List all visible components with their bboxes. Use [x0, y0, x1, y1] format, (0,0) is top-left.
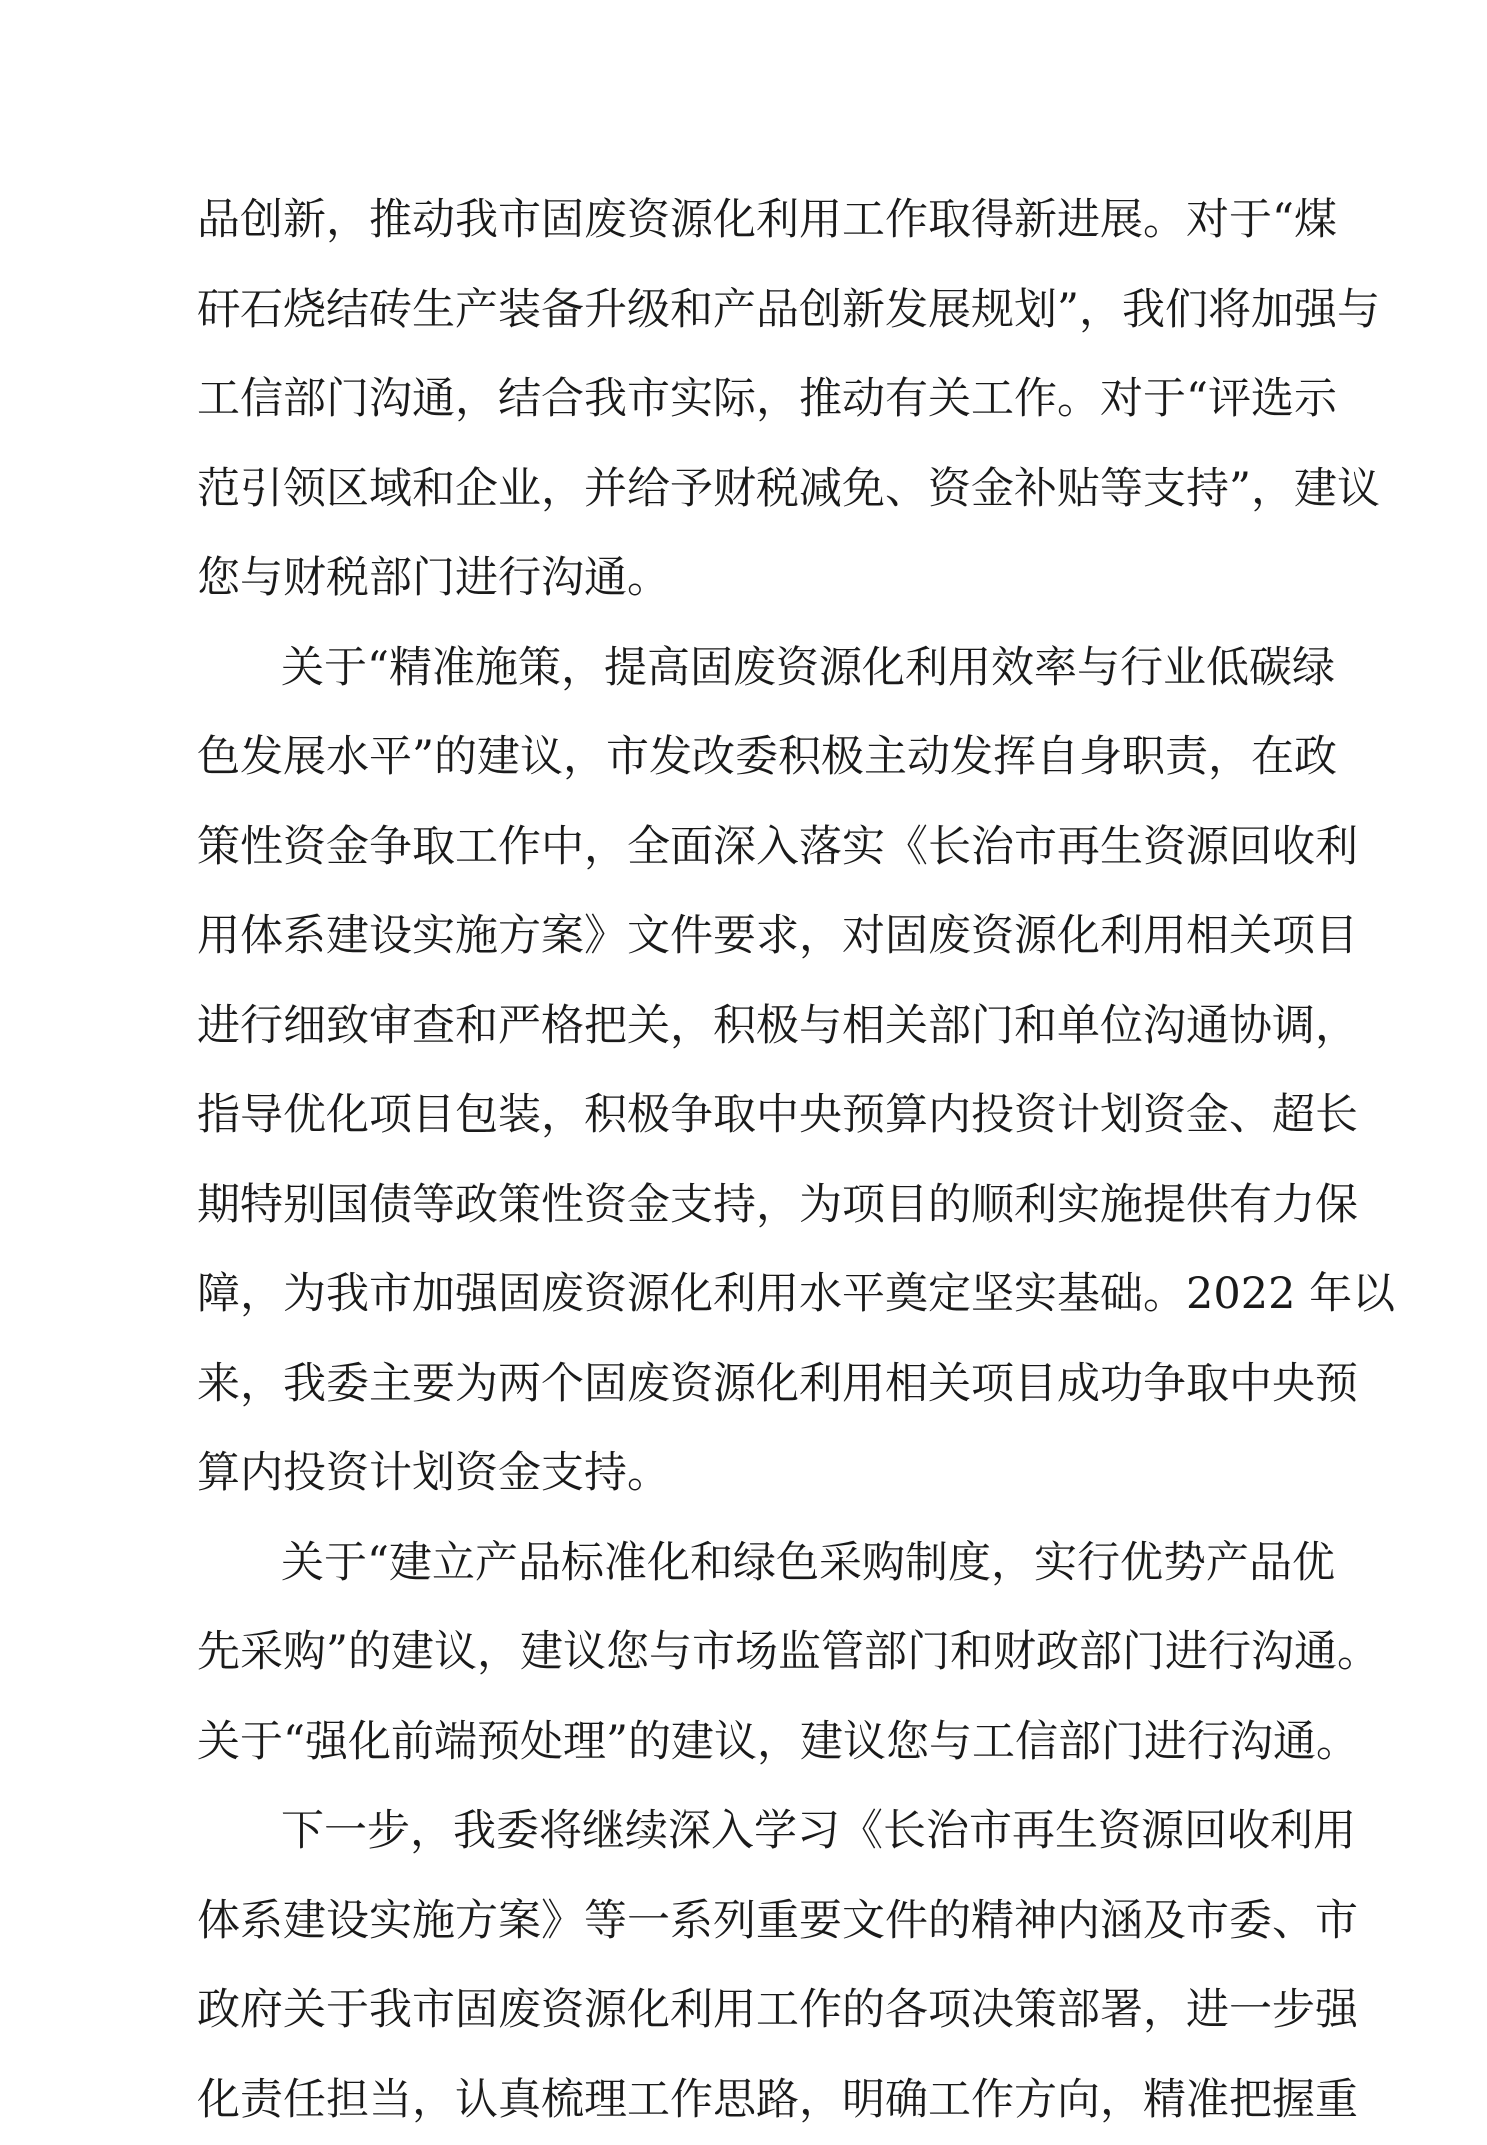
paragraph-first-line: 关于“精准施策，提高固废资源化利用效率与行业低碳绿: [197, 624, 1291, 714]
text-line: 矸石烧结砖生产装备升级和产品创新发展规划”，我们将加强与: [197, 266, 1291, 356]
text-line: 策性资金争取工作中，全面深入落实《长治市再生资源回收利: [197, 803, 1291, 893]
text-line: 障，为我市加强固废资源化利用水平奠定坚实基础。2022 年以: [197, 1250, 1291, 1340]
text-line: 体系建设实施方案》等一系列重要文件的精神内涵及市委、市: [197, 1877, 1291, 1967]
text-line: 期特别国债等政策性资金支持，为项目的顺利实施提供有力保: [197, 1161, 1291, 1251]
paragraph-first-line: 关于“建立产品标准化和绿色采购制度，实行优势产品优: [197, 1519, 1291, 1609]
text-line: 关于“强化前端预处理”的建议，建议您与工信部门进行沟通。: [197, 1698, 1291, 1788]
text-line: 进行细致审查和严格把关，积极与相关部门和单位沟通协调，: [197, 982, 1291, 1072]
document-body: [197, 176, 1291, 2145]
text-line: 范引领区域和企业，并给予财税减免、资金补贴等支持”，建议: [197, 445, 1291, 535]
text-line: 来，我委主要为两个固废资源化利用相关项目成功争取中央预: [197, 1340, 1291, 1430]
text-line: 政府关于我市固废资源化利用工作的各项决策部署，进一步强: [197, 1966, 1291, 2056]
text-line: 工信部门沟通，结合我市实际，推动有关工作。对于“评选示: [197, 355, 1291, 445]
text-line: 您与财税部门进行沟通。: [197, 534, 1291, 624]
paragraph-first-line: 下一步，我委将继续深入学习《长治市再生资源回收利用: [197, 1787, 1291, 1877]
text-line: 先采购”的建议，建议您与市场监管部门和财政部门进行沟通。: [197, 1608, 1291, 1698]
text-line: 色发展水平”的建议，市发改委积极主动发挥自身职责，在政: [197, 713, 1291, 803]
text-line: 指导优化项目包装，积极争取中央预算内投资计划资金、超长: [197, 1071, 1291, 1161]
text-line: 用体系建设实施方案》文件要求，对固废资源化利用相关项目: [197, 892, 1291, 982]
text-line: 品创新，推动我市固废资源化利用工作取得新进展。对于“煤: [197, 176, 1291, 266]
text-line: 化责任担当，认真梳理工作思路，明确工作方向，精准把握重: [197, 2056, 1291, 2145]
text-line: 算内投资计划资金支持。: [197, 1429, 1291, 1519]
